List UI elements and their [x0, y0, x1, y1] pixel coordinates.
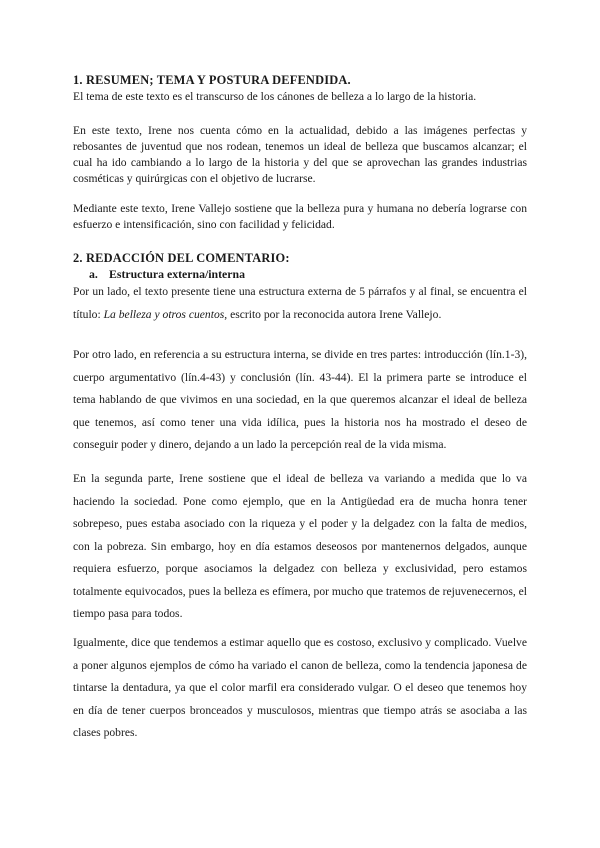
section-2-heading: 2. REDACCIÓN DEL COMENTARIO:: [73, 251, 290, 265]
postura-paragraph: Mediante este texto, Irene Vallejo sostiene que la belleza pura y humana no debería lograrse con esfuerzo e intensificación, sino con facilidad y felicidad.: [73, 202, 527, 231]
subsection-a-heading: [89, 267, 245, 282]
section-1-heading: 1. RESUMEN; TEMA Y POSTURA DEFENDIDA.: [73, 73, 351, 87]
estructura-externa-paragraph: Por un lado, el texto presente tiene una estructura externa de 5 párrafos y al final, se encuentra el título: La belleza y otros cuentos, escrito por la reconocida autora Irene Vallejo.: [73, 285, 527, 321]
estructura-interna-paragraph: Por otro lado, en referencia a su estructura interna, se divide en tres partes: introducción (lín.1-3), cuerpo argumentativo (lín.4-43) y conclusión (lín. 43-44). El la primera parte se introduce el tema hablando de que vivimos en una sociedad, en la que queremos alcanzar el ideal de belleza que tenemos, así como tener una vida idílica, pues la historia nos ha mostrado el deseo de conseguir poder y dinero, dejando a un lado la percepción real de la vida misma.: [73, 348, 527, 451]
resumen-paragraph: En este texto, Irene nos cuenta cómo en la actualidad, debido a las imágenes perfectas y rebosantes de juventud que nos rodean, tenemos un ideal de belleza que buscamos alcanzar; el cual ha ido cambiando a lo largo de la historia y del que se aprovechan las grandes industrias cosméticas y quirúrgicas con el objetivo de lucrarse.: [73, 124, 527, 185]
subsection-a-title: Estructura externa/interna: [109, 267, 245, 281]
igualmente-paragraph: Igualmente, dice que tendemos a estimar aquello que es costoso, exclusivo y complicado. Vuelve a poner algunos ejemplos de cómo ha variado el canon de belleza, como la tendencia japonesa de tintarse la dentadura, ya que el color marfil era considerado vulgar. O el deseo que tenemos hoy en día de tener cuerpos bronceados y musculosos, mientras que tiempo atrás se asociaba a las clases pobres.: [73, 636, 527, 739]
subsection-a-label: a.: [89, 267, 98, 281]
segunda-parte-paragraph: En la segunda parte, Irene sostiene que el ideal de belleza va variando a medida que lo va haciendo la sociedad. Pone como ejemplo, que en la Antigüedad era de mucha honra tener sobrepeso, pues estaba asociado con la riqueza y el poder y la delgadez con la falta de medios, con la pobreza. Sin embargo, hoy en día estamos deseosos por mantenernos delgados, aunque requiera esfuerzo, porque asociamos la delgadez con belleza y exclusividad, pero estamos totalmente equivocados, pues la belleza es efímera, por mucho que tratemos de rejuvenecernos, el tiempo pasa para todos.: [73, 472, 527, 620]
tema-paragraph: El tema de este texto es el transcurso de los cánones de belleza a lo largo de la historia.: [73, 90, 477, 103]
book-title: La belleza y otros cuentos: [103, 307, 225, 321]
